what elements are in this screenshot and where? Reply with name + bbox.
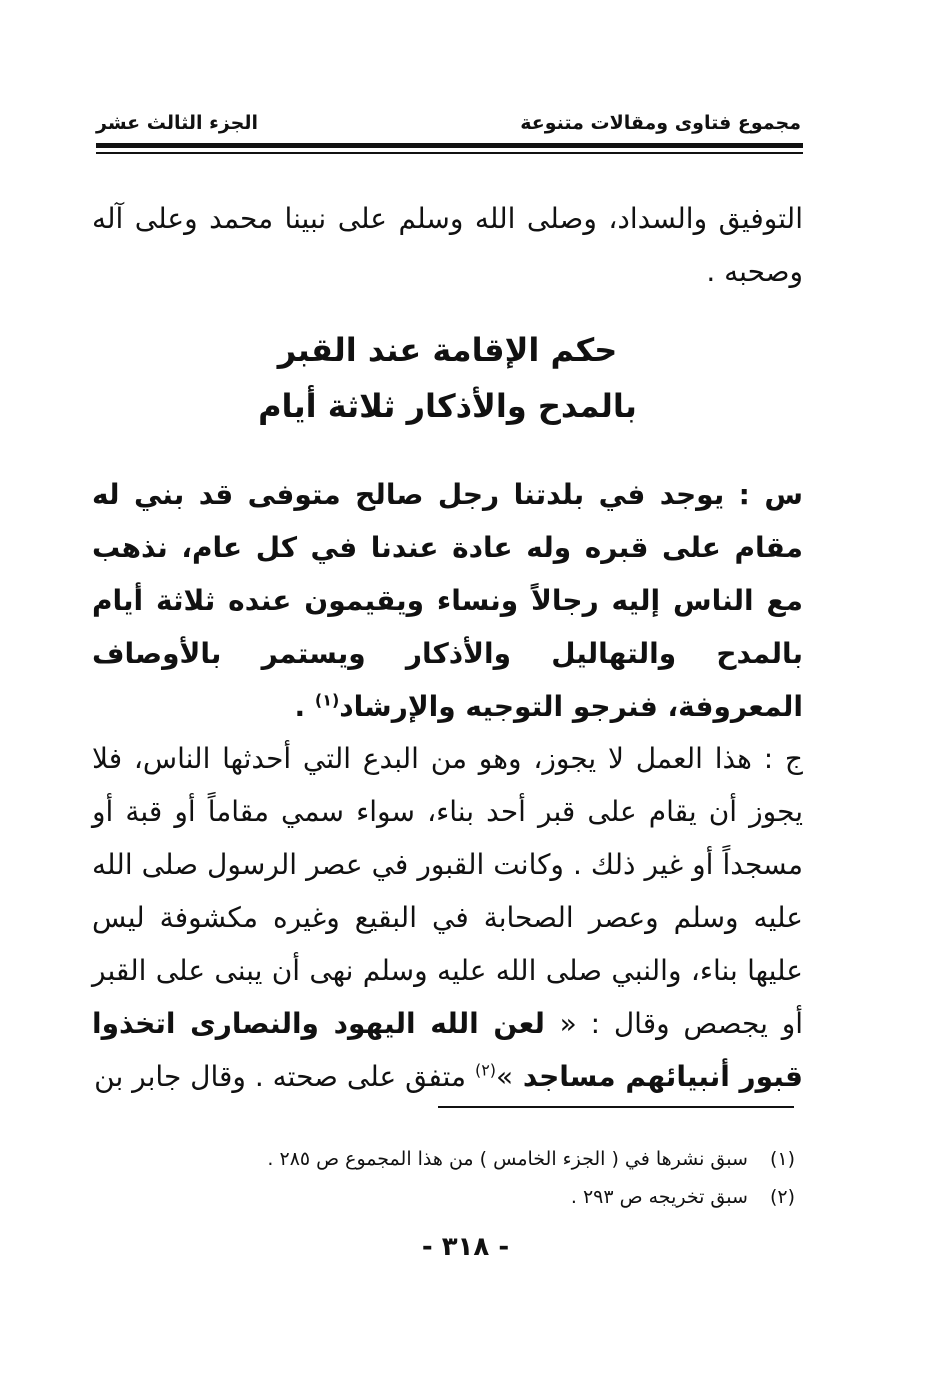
header-rule-thick bbox=[96, 143, 803, 148]
page-number: - ٣١٨ - bbox=[421, 1232, 510, 1262]
footnote-number: (١) bbox=[769, 1148, 795, 1170]
answer-text-2: متفق على صحته . وقال جابر بن bbox=[94, 1060, 475, 1093]
hadith-close-quote: » bbox=[496, 1060, 514, 1093]
section-title-line-2: بالمدح والأذكار ثلاثة أيام bbox=[258, 387, 637, 425]
footnote-text: سبق نشرها في ( الجزء الخامس ) من هذا المجموع ص ٢٨٥ . bbox=[267, 1148, 748, 1170]
running-header bbox=[96, 112, 801, 134]
footnote-ref-2: (٢) bbox=[474, 1060, 497, 1080]
footnotes bbox=[92, 1140, 795, 1216]
answer-paragraph bbox=[92, 732, 803, 1103]
footnote-number: (٢) bbox=[769, 1186, 795, 1208]
volume-label: الجزء الثالث عشر bbox=[96, 112, 259, 134]
footnote-separator bbox=[438, 1106, 794, 1108]
section-title bbox=[92, 322, 803, 434]
section-title-line-1: حكم الإقامة عند القبر bbox=[277, 331, 618, 369]
footnote-2 bbox=[92, 1178, 795, 1216]
footnote-text: سبق تخريجه ص ٢٩٣ . bbox=[570, 1186, 748, 1208]
answer-text-1: ج : هذا العمل لا يجوز، وهو من البدع التي أحدثها الناس، فلا يجوز أن يقام على قبر أحد بناء، سواء سمي مقاماً أو قبة أو مسجداً أو غير ذلك . وكانت القبور في عصر الرسول صلى الله عليه وسلم وعصر الصحابة في البقيع وغيره مكشوفة ليس عليها بناء، والنبي صلى الله عليه وسلم نهى أن يبنى على القبر أو يجصص وقال : « bbox=[92, 742, 803, 1040]
question-text: س : يوجد في بلدتنا رجل صالح متوفى قد بني له مقام على قبره وله عادة عندنا في كل عام، نذهب مع الناس إليه رجالاً ونساء ويقيمون عنده ثلاثة أيام بالمدح والتهاليل والأذكار ويستمر بالأوصاف المعروفة، فنرجو التوجيه والإرشاد bbox=[92, 478, 803, 723]
book-title: مجموع فتاوى ومقالات متنوعة bbox=[520, 112, 801, 134]
intro-paragraph: التوفيق والسداد، وصلى الله وسلم على نبينا محمد وعلى آله وصحبه . bbox=[92, 202, 803, 288]
header-rule-thin bbox=[96, 152, 803, 154]
question-paragraph bbox=[92, 468, 803, 733]
question-end: . bbox=[294, 690, 315, 723]
hadith-quote: لعن الله اليهود والنصارى اتخذوا قبور أنبيائهم مساجد bbox=[92, 1007, 803, 1093]
footnote-ref-1: (١) bbox=[314, 690, 340, 710]
footnote-1 bbox=[92, 1140, 795, 1178]
